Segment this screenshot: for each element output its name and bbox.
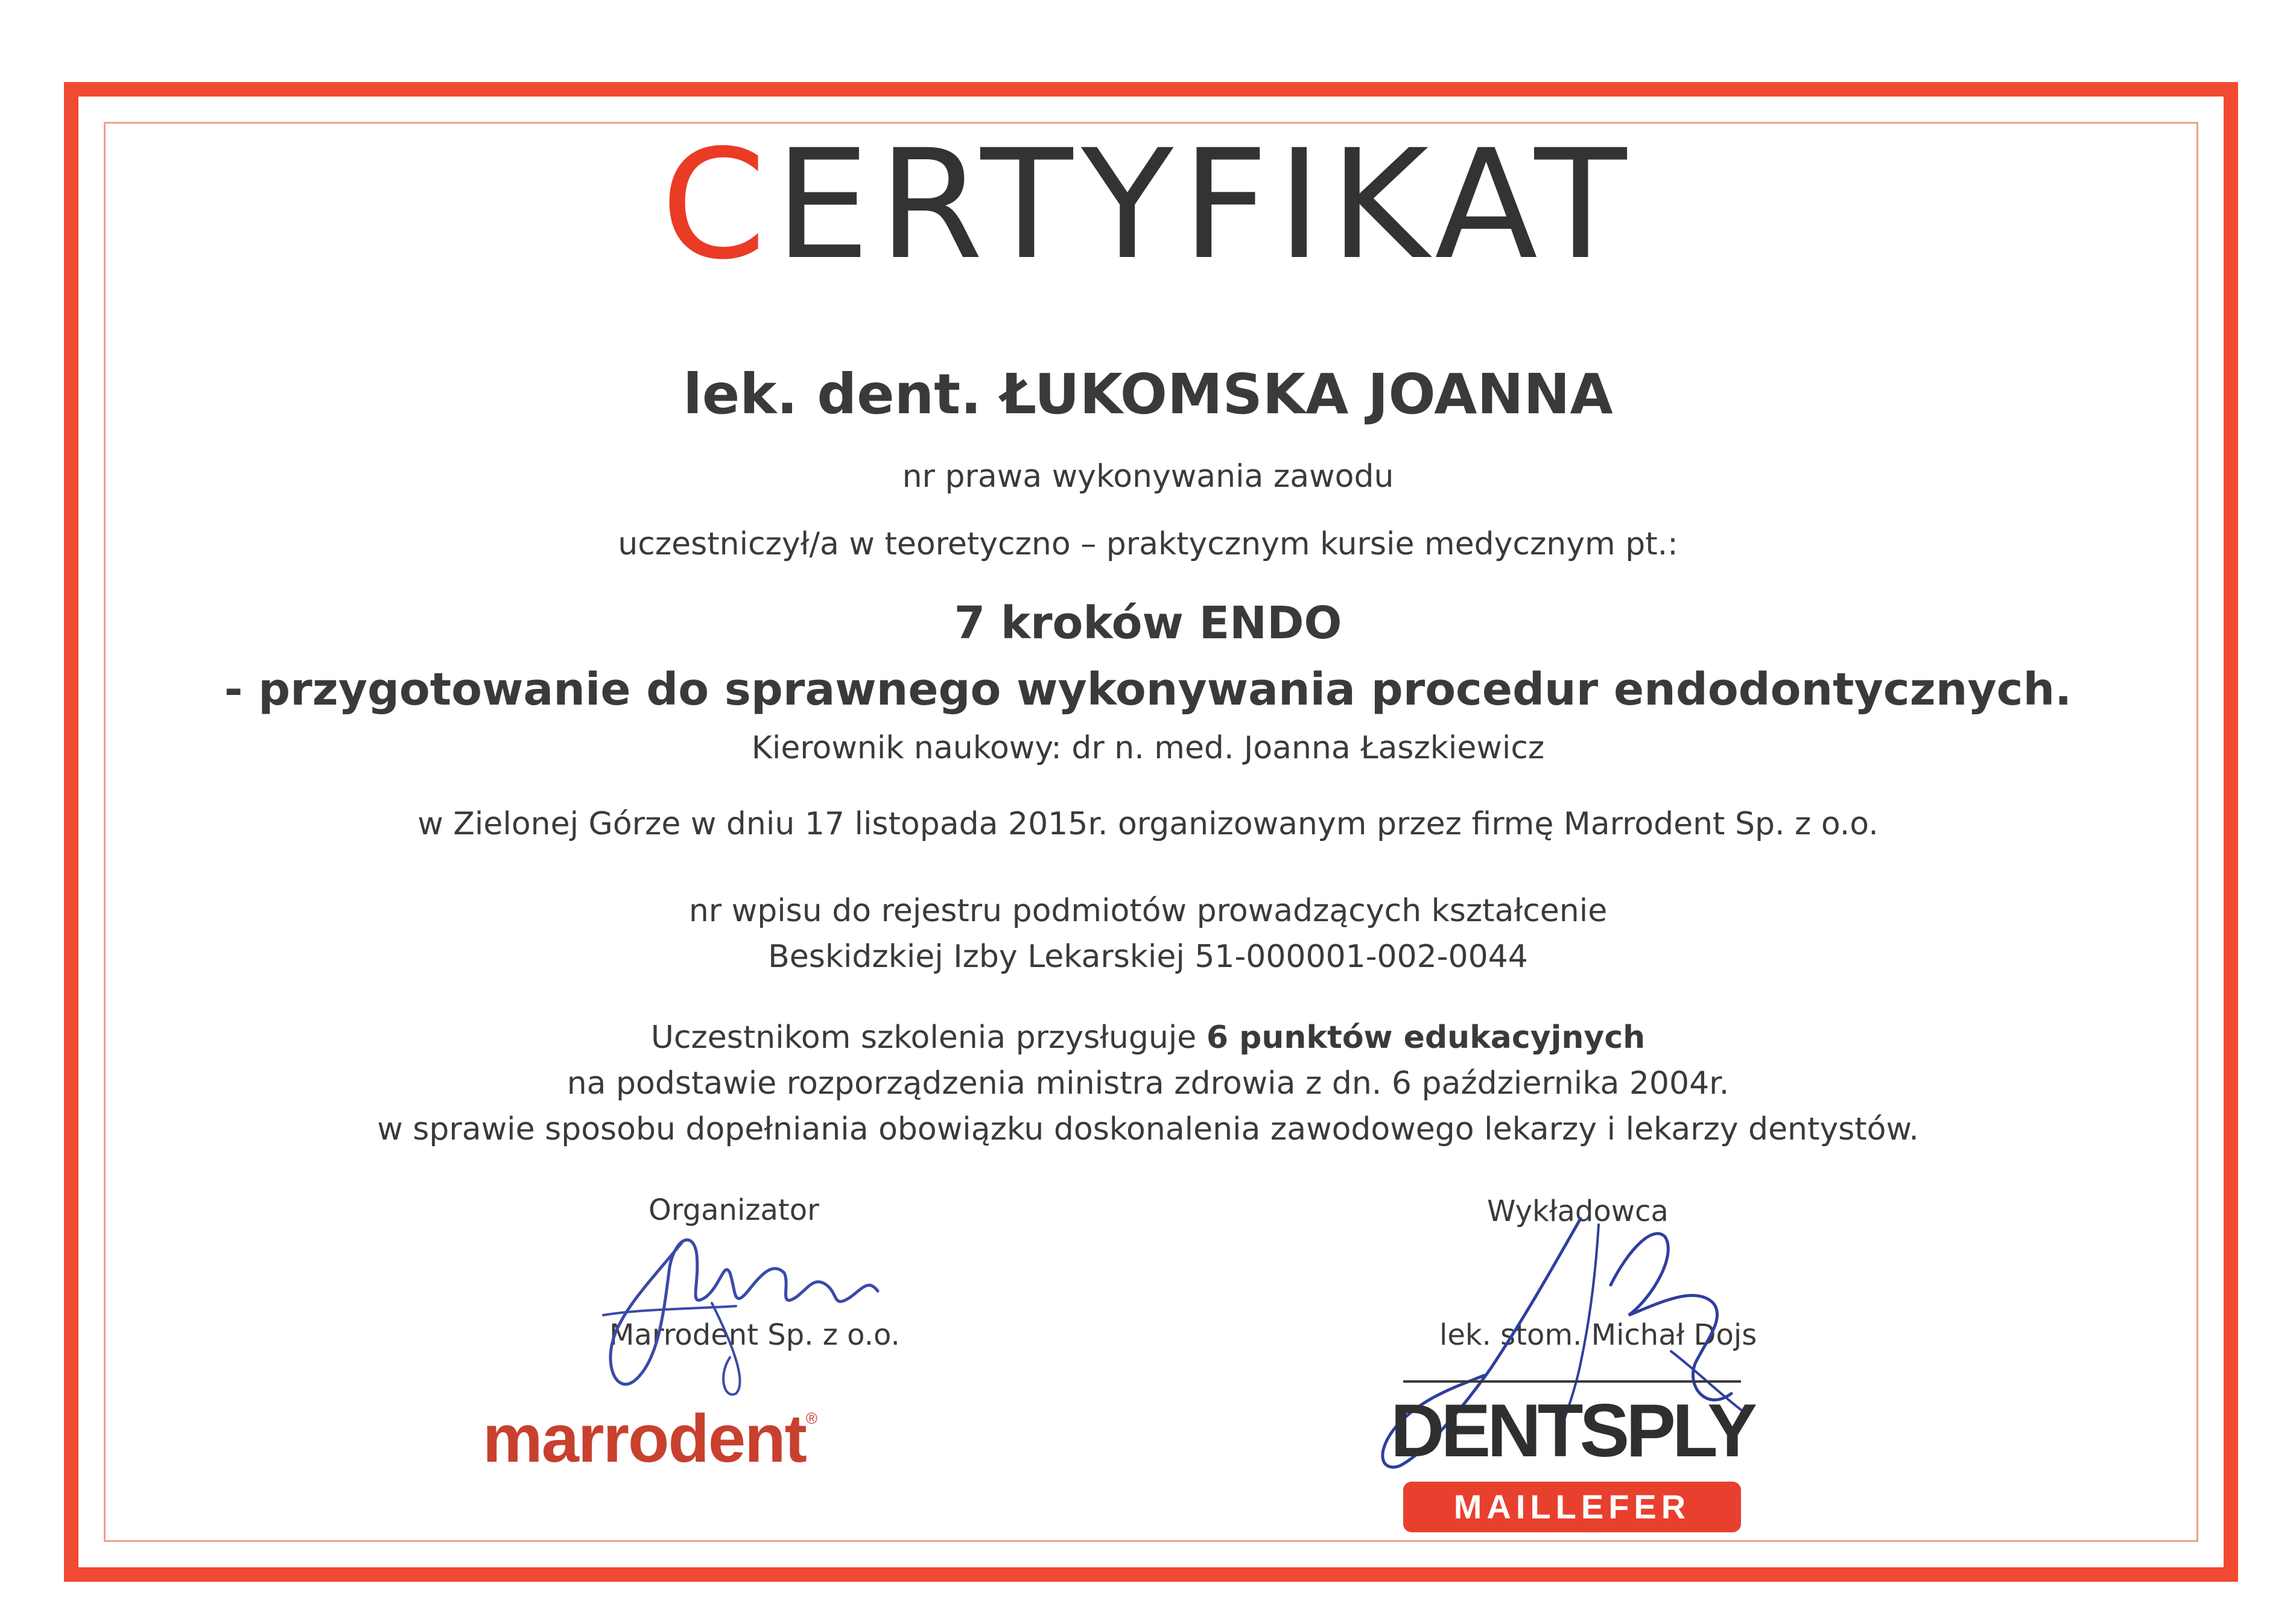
course-title: 7 kroków ENDO [954,597,1342,649]
registry-line-1: nr wpisu do rejestru podmiotów prowadzących kształcenie [688,893,1608,929]
organizer-signature [591,1219,929,1400]
points-amount: 6 punktów edukacyjnych [1206,1020,1646,1056]
marrodent-logo-text: marrodent [483,1401,806,1476]
marrodent-logo [483,1400,816,1477]
title-rest: ERTYFIKAT [775,117,1635,293]
dentsply-logo: DENTSPLY [1390,1389,1754,1473]
scientific-director: Kierownik naukowy: dr n. med. Joanna Łaszkiewicz [751,730,1545,766]
points-line-3: w sprawie sposobu dopełniania obowiązku doskonalenia zawodowego lekarzy i lekarzy dentystów. [377,1111,1919,1147]
points-line-1 [0,1020,2296,1056]
course-subtitle: - przygotowanie do sprawnego wykonywania procedur endodontycznych. [224,664,2072,715]
dentsply-rule [1403,1380,1741,1383]
lecturer-name: lek. stom. Michał Dojs [1439,1318,1757,1352]
lecturer-label: Wykładowca [1487,1194,1669,1228]
organizer-name: Marrodent Sp. z o.o. [609,1318,900,1352]
recipient-name: lek. dent. ŁUKOMSKA JOANNA [683,362,1613,427]
title-first-letter: C [661,117,775,293]
certificate-title [0,117,2296,293]
registry-line-2: Beskidzkiej Izby Lekarskiej 51-000001-002-0044 [768,939,1528,975]
participation-line: uczestniczył/a w teoretyczno – praktycznym kursie medycznym pt.: [618,526,1678,562]
points-line-2: na podstawie rozporządzenia ministra zdrowia z dn. 6 października 2004r. [566,1065,1730,1102]
maillefer-logo: MAILLEFER [1403,1482,1741,1532]
organizer-label: Organizator [649,1193,819,1227]
registered-mark: ® [805,1409,817,1427]
points-prefix: Uczestnikom szkolenia przysługuje [650,1020,1207,1056]
license-line: nr prawa wykonywania zawodu [902,458,1394,495]
event-line: w Zielonej Górze w dniu 17 listopada 2015r. organizowanym przez firmę Marrodent Sp. z o.o. [417,806,1879,842]
